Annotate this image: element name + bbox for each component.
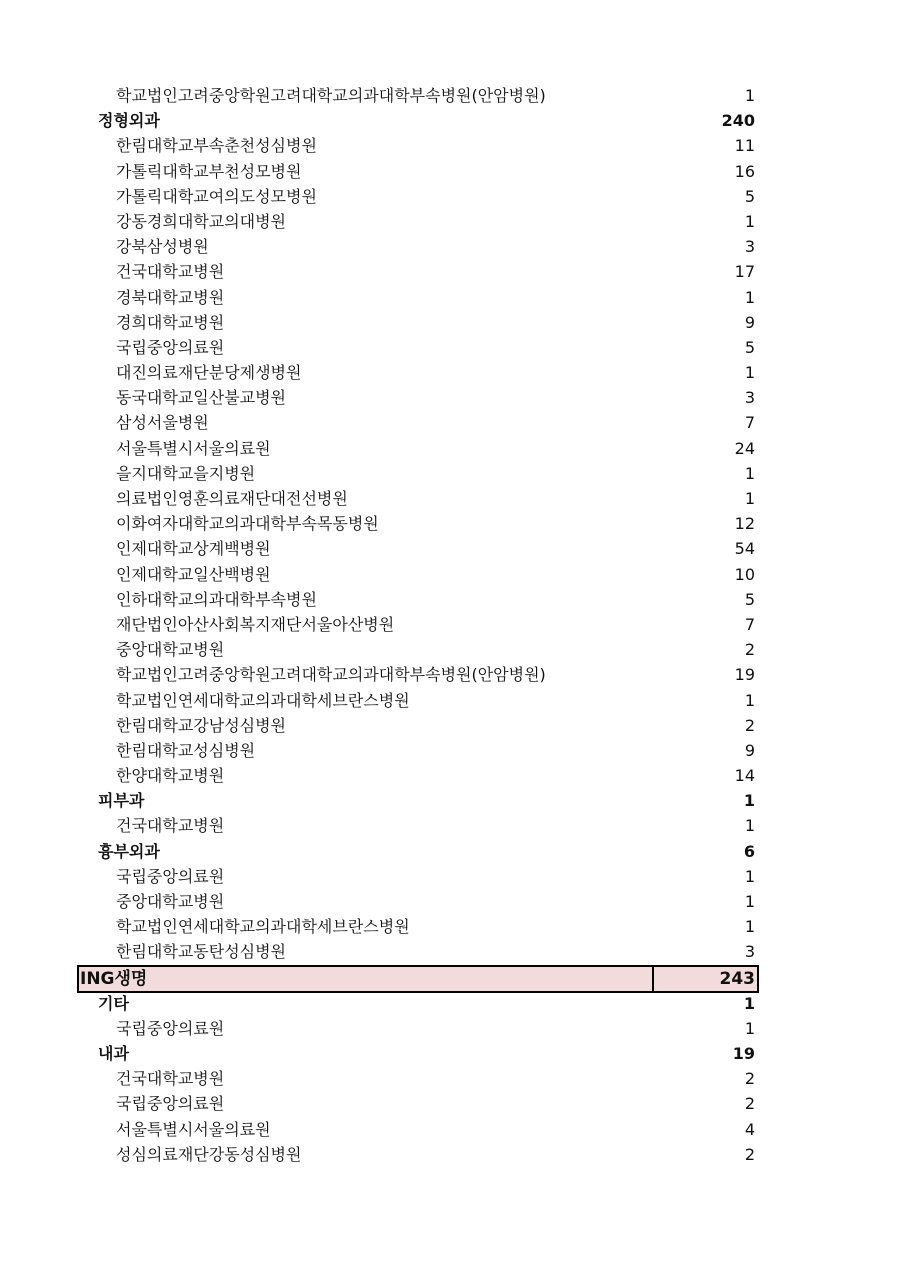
- row-count: 3: [744, 388, 755, 408]
- row-label: 가톨릭대학교여의도성모병원: [116, 186, 317, 206]
- row-count: 2: [744, 640, 755, 660]
- row-label: 한양대학교병원: [116, 766, 225, 786]
- row-count: 1: [744, 86, 755, 105]
- row-count: 11: [734, 136, 755, 156]
- hospital-row: [0, 1066, 900, 1091]
- hospital-row: [0, 310, 900, 335]
- row-count: 19: [734, 665, 755, 685]
- row-count: 5: [744, 337, 755, 357]
- hospital-row: [0, 486, 900, 511]
- row-label: 중앙대학교병원: [116, 892, 225, 911]
- row-label: 가톨릭대학교부천성모병원: [116, 161, 302, 181]
- row-count: 1: [744, 866, 755, 886]
- hospital-row: [0, 209, 900, 234]
- hospital-row: [0, 184, 900, 209]
- row-count: 1: [744, 489, 755, 508]
- department-row: [0, 991, 900, 1016]
- hospital-row: [0, 511, 900, 536]
- hospital-row: [0, 410, 900, 435]
- row-count: 9: [744, 740, 755, 760]
- row-label: 의료법인영훈의료재단대전선병원: [116, 489, 348, 508]
- row-count: 1: [744, 816, 755, 836]
- row-label: 을지대학교을지병원: [116, 463, 256, 483]
- hospital-row: [0, 939, 900, 964]
- row-label: 서울특별시서울의료원: [116, 1119, 271, 1139]
- row-count: 5: [744, 589, 755, 609]
- row-count: 3: [744, 237, 755, 257]
- row-label: 국립중앙의료원: [116, 866, 225, 886]
- hospital-row: [0, 813, 900, 838]
- row-label: 경희대학교병원: [116, 312, 225, 332]
- row-count: 7: [744, 614, 755, 634]
- hospital-row: [0, 612, 900, 637]
- hospital-row: [0, 259, 900, 284]
- row-count: 1: [744, 1018, 755, 1038]
- hospital-row: [0, 133, 900, 158]
- row-label: 국립중앙의료원: [116, 1094, 225, 1114]
- hospital-row: [0, 461, 900, 486]
- cell-divider: [652, 965, 654, 993]
- department-row: [0, 839, 900, 864]
- hospital-row: [0, 1016, 900, 1041]
- row-count: 1: [744, 287, 755, 307]
- hospital-row: [0, 285, 900, 310]
- row-label: 성심의료재단강동성심병원: [116, 1144, 302, 1164]
- row-count: 1: [744, 463, 755, 483]
- row-count: 2: [744, 1144, 755, 1164]
- row-label: 서울특별시서울의료원: [116, 438, 271, 458]
- row-label: 내과: [98, 1043, 129, 1063]
- row-count: 9: [744, 312, 755, 332]
- row-label: 한림대학교부속춘천성심병원: [116, 136, 317, 156]
- hospital-row: [0, 914, 900, 939]
- row-label: 학교법인연세대학교의과대학세브란스병원: [116, 690, 410, 710]
- row-count: 2: [744, 1069, 755, 1089]
- row-label: 중앙대학교병원: [116, 640, 225, 660]
- hospital-row: [0, 536, 900, 561]
- row-count: 1: [744, 892, 755, 911]
- hospital-row: [0, 738, 900, 763]
- row-count: 1: [743, 791, 755, 811]
- hospital-row: [0, 763, 900, 788]
- row-label: 강동경희대학교의대병원: [116, 211, 287, 231]
- row-label: 동국대학교일산불교병원: [116, 388, 287, 408]
- row-label: 인하대학교의과대학부속병원: [116, 589, 317, 609]
- hospital-row: [0, 889, 900, 914]
- row-count: 5: [744, 186, 755, 206]
- hospital-row: [0, 864, 900, 889]
- hospital-row: [0, 360, 900, 385]
- department-row: [0, 108, 900, 133]
- row-count: 2: [744, 715, 755, 735]
- hospital-row: [0, 713, 900, 738]
- company-total-row: [0, 965, 900, 991]
- row-count: 1: [744, 363, 755, 383]
- row-label: 경북대학교병원: [116, 287, 225, 307]
- row-label: 한림대학교동탄성심병원: [116, 942, 287, 962]
- row-label: 대진의료재단분당제생병원: [116, 363, 302, 383]
- row-label: 학교법인고려중앙학원고려대학교의과대학부속병원(안암병원): [116, 86, 546, 105]
- row-count: 54: [734, 539, 755, 559]
- row-count: 1: [744, 211, 755, 231]
- row-count: 4: [744, 1119, 755, 1139]
- row-label: 흉부외과: [98, 841, 160, 861]
- hospital-row: [0, 1142, 900, 1167]
- row-count: 3: [744, 942, 755, 962]
- row-count: 17: [734, 262, 755, 282]
- row-count: 19: [732, 1043, 755, 1063]
- hospital-row: [0, 385, 900, 410]
- row-count: 16: [734, 161, 755, 181]
- row-label: 한림대학교성심병원: [116, 740, 256, 760]
- row-count: 1: [744, 690, 755, 710]
- row-label: 강북삼성병원: [116, 237, 209, 257]
- hospital-row: [0, 662, 900, 687]
- hospital-row: [0, 587, 900, 612]
- hospital-row: [0, 234, 900, 259]
- department-row: [0, 788, 900, 813]
- row-label: 기타: [98, 993, 129, 1013]
- row-label: 재단법인아산사회복지재단서울아산병원: [116, 614, 395, 634]
- row-label: 학교법인고려중앙학원고려대학교의과대학부속병원(안암병원): [116, 665, 546, 685]
- row-label: 정형외과: [98, 111, 160, 131]
- hospital-row: [0, 562, 900, 587]
- row-label: 건국대학교병원: [116, 1069, 225, 1089]
- hospital-row: [0, 159, 900, 184]
- row-count: 240: [721, 111, 755, 131]
- department-row: [0, 1041, 900, 1066]
- row-label: 한림대학교강남성심병원: [116, 715, 287, 735]
- row-count: 24: [734, 438, 755, 458]
- row-count: 12: [734, 514, 755, 534]
- row-label: 건국대학교병원: [116, 816, 225, 836]
- row-label: 인제대학교상계백병원: [116, 539, 271, 559]
- row-count: 243: [719, 968, 755, 989]
- row-count: 14: [734, 766, 755, 786]
- row-label: ING생명: [80, 968, 148, 989]
- hospital-row: [0, 637, 900, 662]
- row-count: 1: [743, 993, 755, 1013]
- hospital-row: [0, 1117, 900, 1142]
- row-label: 국립중앙의료원: [116, 1018, 225, 1038]
- hospital-row: [0, 1091, 900, 1116]
- row-count: 10: [734, 564, 755, 584]
- row-label: 건국대학교병원: [116, 262, 225, 282]
- row-label: 인제대학교일산백병원: [116, 564, 271, 584]
- company-highlight-box: [77, 965, 759, 993]
- report-table: [0, 83, 900, 1167]
- hospital-row: [0, 83, 900, 108]
- row-label: 국립중앙의료원: [116, 337, 225, 357]
- hospital-row: [0, 688, 900, 713]
- hospital-row: [0, 436, 900, 461]
- row-label: 피부과: [98, 791, 145, 811]
- row-count: 6: [743, 841, 755, 861]
- row-count: 7: [744, 413, 755, 433]
- hospital-row: [0, 335, 900, 360]
- row-count: 1: [744, 917, 755, 937]
- row-label: 삼성서울병원: [116, 413, 209, 433]
- row-count: 2: [744, 1094, 755, 1114]
- row-label: 학교법인연세대학교의과대학세브란스병원: [116, 917, 410, 937]
- row-label: 이화여자대학교의과대학부속목동병원: [116, 514, 379, 534]
